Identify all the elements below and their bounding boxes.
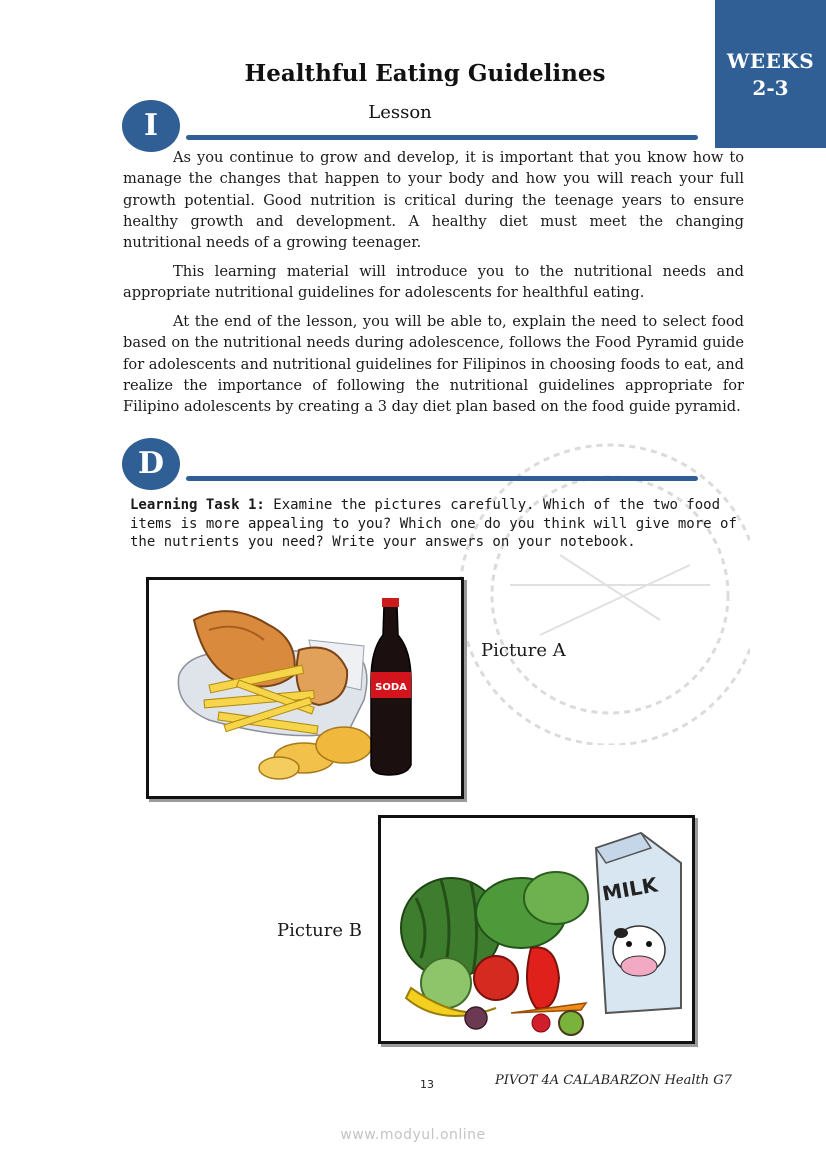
watermark-seal-icon (450, 385, 750, 745)
site-watermark: www.modyul.online (340, 1127, 486, 1143)
page-title: Healthful Eating Guidelines (244, 60, 606, 87)
weeks-label: WEEKS (726, 49, 815, 73)
section-d-divider (186, 476, 698, 481)
lesson-paragraph-3: At the end of the lesson, you will be able to, explain the need to select food based on the nutritional needs during adolescence, follows the Food Pyramid guide for adolescents and nutritional guidelines for Filipinos in choosing foods to eat, and realize the importance of following the nutritional guidelines appropriate for Filipino adolescents by creating a 3 day diet plan based on the food guide pyramid. (123, 313, 744, 416)
weeks-range: 2-3 (752, 76, 789, 100)
healthy-food-illustration-icon (381, 818, 692, 1041)
footer-source: PIVOT 4A CALABARZON Health G7 (495, 1073, 732, 1088)
section-i-divider (186, 135, 698, 140)
soda-text: SODA (375, 682, 407, 693)
picture-a-label: Picture A (481, 640, 566, 661)
picture-b-frame (378, 815, 695, 1044)
picture-b-label: Picture B (277, 920, 362, 941)
learning-task-label: Learning Task 1: (130, 497, 265, 513)
lesson-paragraph-2: This learning material will introduce you to the nutritional needs and appropriate nutritional guidelines for adolescents for healthful eating. (123, 263, 744, 302)
section-d-badge: D (122, 438, 180, 490)
lesson-label: Lesson (368, 102, 432, 123)
junk-food-illustration-icon (149, 580, 461, 796)
lesson-paragraph-1: As you continue to grow and develop, it is important that you know how to manage the changes that happen to your body and how you will reach your full growth potential. Good nutrition is critical during the teenage years to ensure healthy growth and development. A healthy diet must meet the changing nutritional needs of a growing teenager. (123, 149, 744, 252)
section-i-badge: I (122, 100, 180, 152)
milk-text: MILK (600, 872, 660, 906)
page-number: 13 (420, 1078, 434, 1091)
learning-task-text: Learning Task 1: Examine the pictures carefully. Which of the two food items is more appealing to you? Which one do you think will give more of the nutrients you need? Write your answers on your notebook. (130, 497, 737, 550)
picture-a-frame (146, 577, 464, 799)
weeks-badge (715, 0, 826, 148)
